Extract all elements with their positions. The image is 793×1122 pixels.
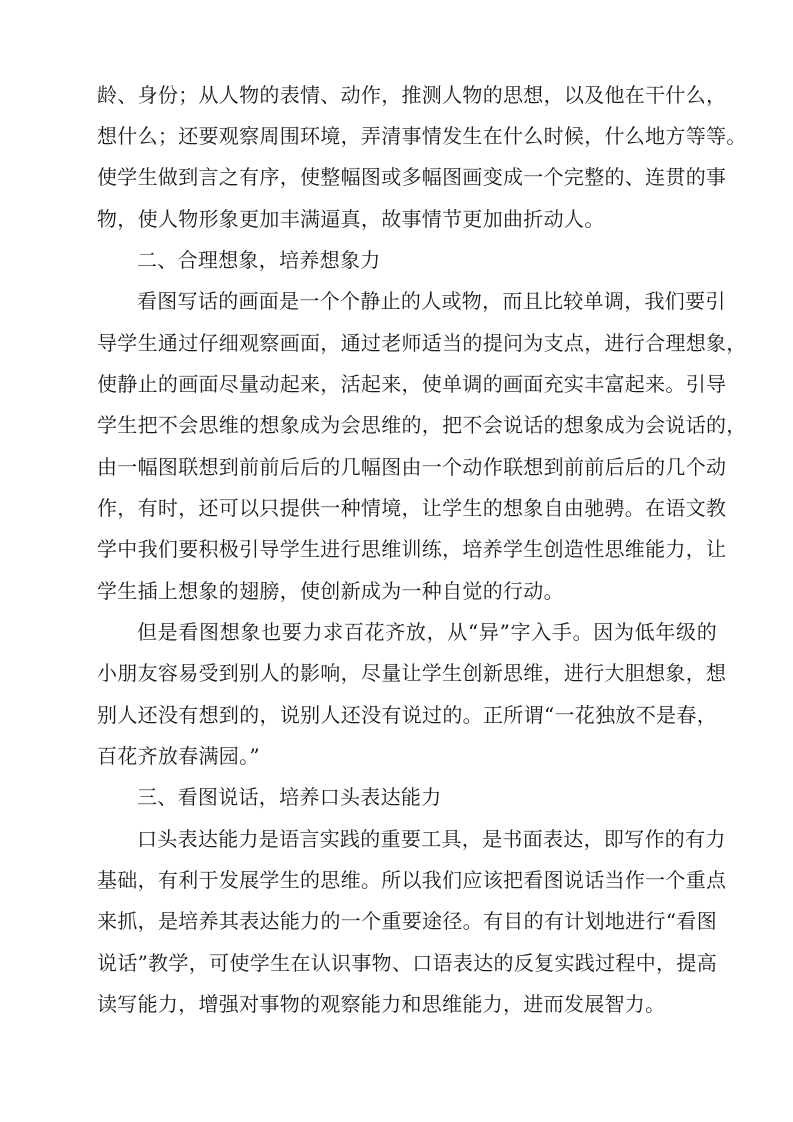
paragraph-line: 作，有时，还可以只提供一种情境，让学生的想象自由驰骋。在语文教 xyxy=(97,496,727,520)
paragraph-line: 由一幅图联想到前前后后的几幅图由一个动作联想到前前后后的几个动 xyxy=(97,455,727,479)
paragraph-line: 百花齐放春满园。” xyxy=(97,744,260,768)
paragraph-line: 想什么；还要观察周围环境，弄清事情发生在什么时候，什么地方等等。 xyxy=(97,124,747,148)
paragraph-line: 口头表达能力是语言实践的重要工具，是书面表达，即写作的有力 xyxy=(137,827,726,851)
section-heading-2: 二、合理想象，培养想象力 xyxy=(137,248,381,272)
paragraph-line: 别人还没有想到的，说别人还没有说过的。正所谓“一花独放不是春， xyxy=(97,703,717,727)
paragraph-line: 学生把不会思维的想象成为会思维的，把不会说话的想象成为会说话的， xyxy=(97,413,747,437)
paragraph-line: 看图写话的画面是一个个静止的人或物，而且比较单调，我们要引 xyxy=(137,289,726,313)
paragraph-line: 但是看图想象也要力求百花齐放，从“异”字入手。因为低年级的 xyxy=(137,620,717,644)
paragraph-line: 龄、身份；从人物的表情、动作，推测人物的思想，以及他在干什么， xyxy=(97,83,727,107)
paragraph-line: 导学生通过仔细观察画面，通过老师适当的提问为支点，进行合理想象， xyxy=(97,331,747,355)
paragraph-line: 物，使人物形象更加丰满逼真，故事情节更加曲折动人。 xyxy=(97,207,605,231)
section-heading-3: 三、看图说话，培养口头表达能力 xyxy=(137,785,442,809)
paragraph-line: 使静止的画面尽量动起来，活起来，使单调的画面充实丰富起来。引导 xyxy=(97,372,727,396)
paragraph-line: 学中我们要积极引导学生进行思维训练，培养学生创造性思维能力，让 xyxy=(97,537,727,561)
paragraph-line: 学生插上想象的翅膀，使创新成为一种自觉的行动。 xyxy=(97,579,564,603)
paragraph-line: 小朋友容易受到别人的影响，尽量让学生创新思维，进行大胆想象，想 xyxy=(97,661,727,685)
paragraph-line: 来抓，是培养其表达能力的一个重要途径。有目的有计划地进行“看图 xyxy=(97,909,717,933)
paragraph-line: 基础，有利于发展学生的思维。所以我们应该把看图说话当作一个重点 xyxy=(97,868,727,892)
paragraph-line: 使学生做到言之有序，使整幅图或多幅图画变成一个完整的、连贯的事 xyxy=(97,165,727,189)
paragraph-line: 读写能力，增强对事物的观察能力和思维能力，进而发展智力。 xyxy=(97,992,666,1016)
paragraph-line: 说话”教学，可使学生在认识事物、口语表达的反复实践过程中，提高 xyxy=(97,951,717,975)
